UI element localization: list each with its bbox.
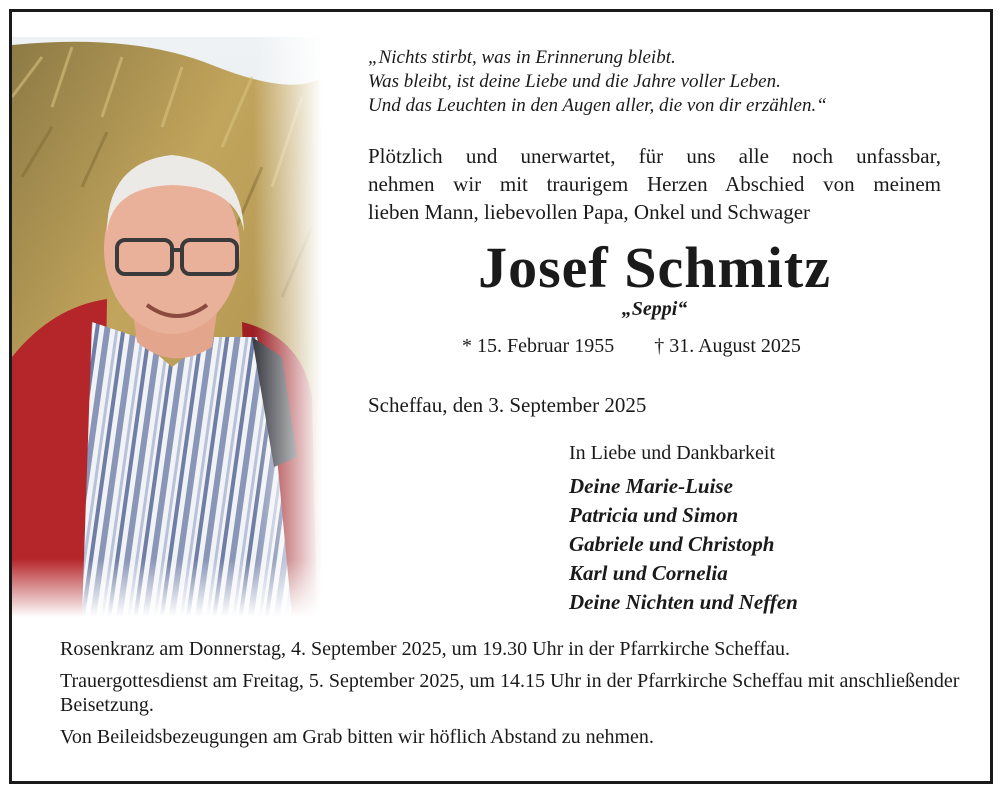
mourner-entry: Deine Marie-Luise <box>569 474 733 498</box>
death-date: 31. August 2025 <box>669 335 801 357</box>
mourners-list <box>569 472 798 617</box>
quote-line: „Nichts stirbt, was in Erinnerung bleibt. <box>368 47 676 68</box>
quote-line: Und das Leuchten in den Augen aller, die von dir erzählen.“ <box>368 95 827 116</box>
deceased-nickname: „Seppi“ <box>621 298 688 320</box>
birth-date: 15. Februar 1955 <box>477 335 615 357</box>
deceased-name: Josef Schmitz <box>478 235 831 300</box>
mourner-entry: Karl und Cornelia <box>569 561 728 585</box>
rosary-note: Rosenkranz am Donnerstag, 4. September 2025, um 19.30 Uhr in der Pfarrkirche Scheffau. <box>60 638 790 660</box>
birth-star-icon: * <box>462 335 472 357</box>
announcement-line: Plötzlich und unerwartet, für uns alle noch unfassbar, <box>368 144 941 168</box>
funeral-service-note: Trauergottesdienst am Freitag, 5. September 2025, um 14.15 Uhr in der Pfarrkirche Scheffau mit anschließender Beisetzung. <box>60 670 960 716</box>
service-notes <box>60 637 960 757</box>
quote-line: Was bleibt, ist deine Liebe und die Jahre voller Leben. <box>368 71 781 92</box>
condolence-note: Von Beileidsbezeugungen am Grab bitten wir höflich Abstand zu nehmen. <box>60 726 654 748</box>
life-dates <box>462 335 801 358</box>
place-and-date: Scheffau, den 3. September 2025 <box>368 393 647 417</box>
thanks-line: In Liebe und Dankbarkeit <box>569 442 776 464</box>
mourner-entry: Gabriele und Christoph <box>569 532 775 556</box>
announcement-line: nehmen wir mit traurigem Herzen Abschied von meinem <box>368 172 941 196</box>
portrait-photo <box>12 37 322 617</box>
announcement-text <box>368 142 941 226</box>
memorial-quote <box>368 46 948 118</box>
mourner-entry: Patricia und Simon <box>569 503 739 527</box>
mourner-entry: Deine Nichten und Neffen <box>569 590 798 614</box>
announcement-line: lieben Mann, liebevollen Papa, Onkel und Schwager <box>368 200 811 224</box>
cross-icon: † <box>654 335 665 357</box>
